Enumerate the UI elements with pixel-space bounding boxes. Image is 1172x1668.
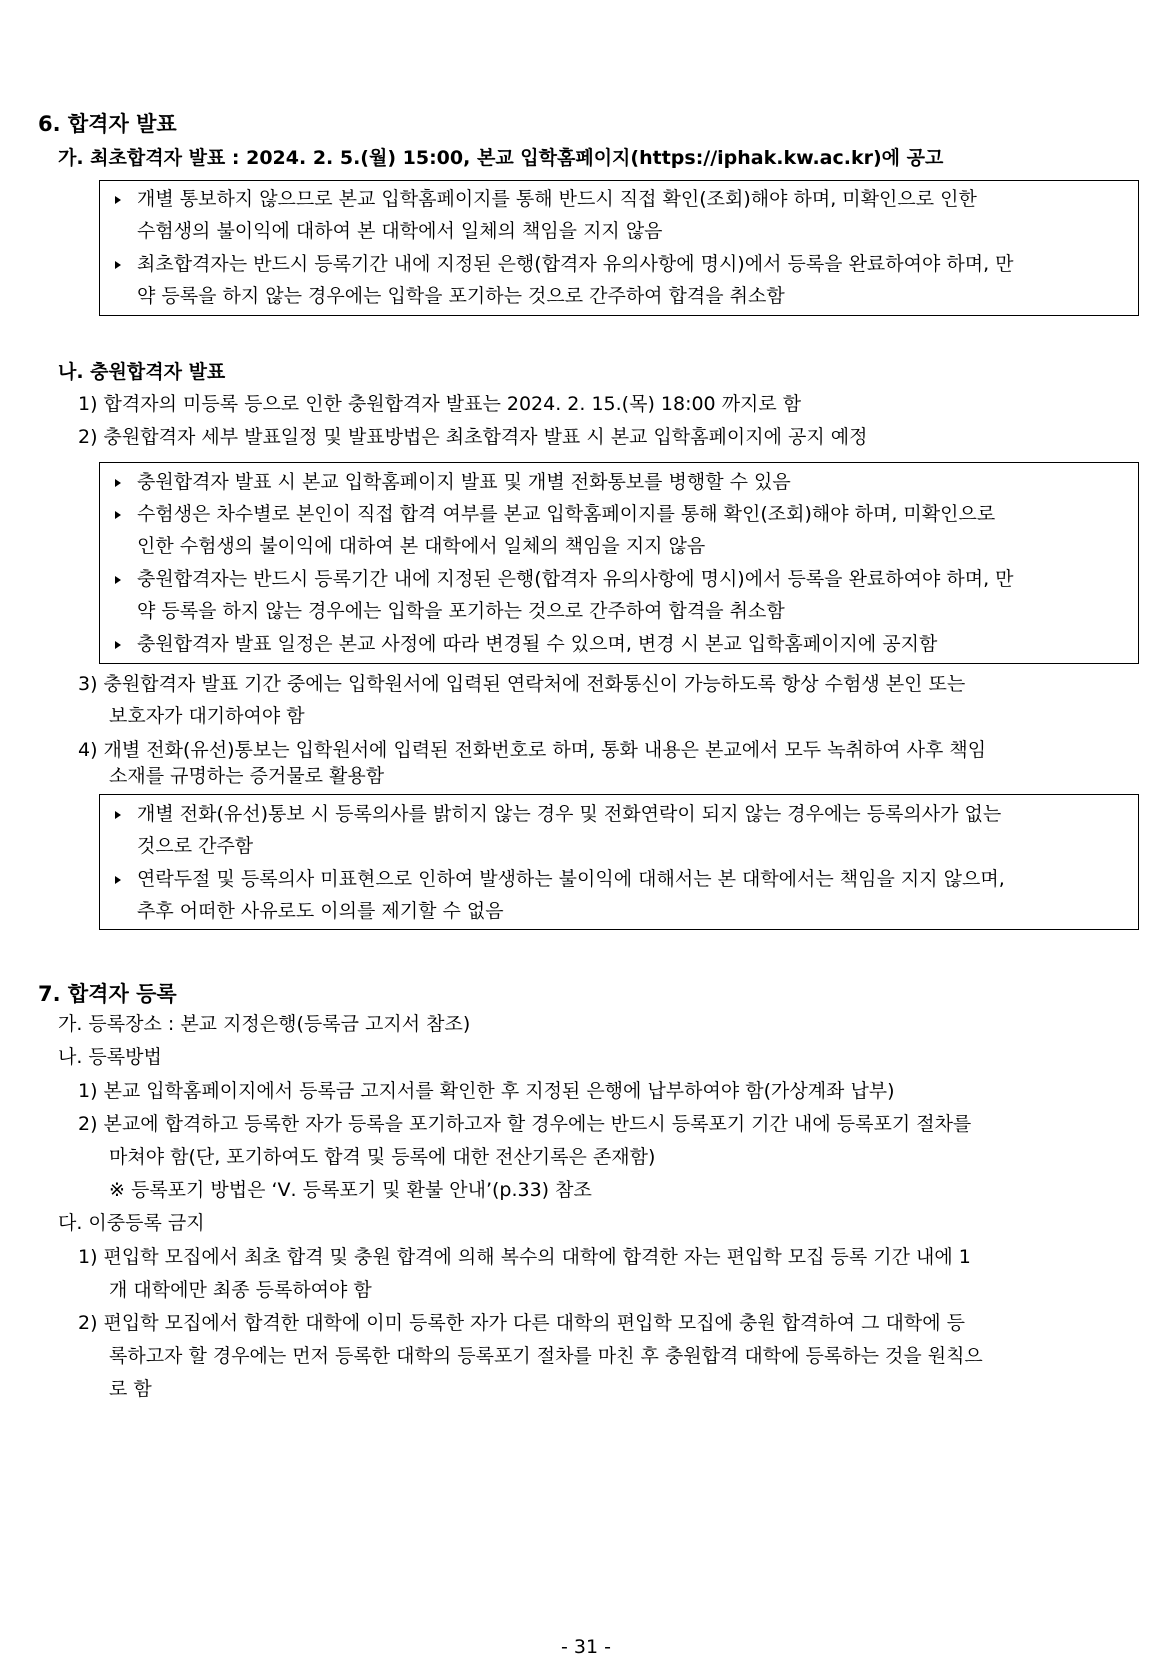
box3-line-4: 추후 어떠한 사유로도 이의를 제기할 수 없음 bbox=[137, 900, 504, 922]
s6-na-item-3b: 보호자가 대기하여야 함 bbox=[109, 705, 305, 727]
notice-box-1 bbox=[99, 180, 1139, 316]
bullet-triangle-icon bbox=[115, 196, 121, 204]
s6-na-item-1: 1) 합격자의 미등록 등으로 인한 충원합격자 발표는 2024. 2. 15.(목) 18:00 까지로 함 bbox=[78, 393, 802, 415]
notice-box-3 bbox=[99, 794, 1139, 930]
box3-line-1: 개별 전화(유선)통보 시 등록의사를 밝히지 않는 경우 및 전화연락이 되지 않는 경우에는 등록의사가 없는 bbox=[137, 803, 1002, 825]
bullet-triangle-icon bbox=[115, 479, 121, 487]
box2-line-2: 수험생은 차수별로 본인이 직접 합격 여부를 본교 입학홈페이지를 통해 확인(조회)해야 하며, 미확인으로 bbox=[137, 503, 996, 525]
bullet-triangle-icon bbox=[115, 641, 121, 649]
s7-da-item-2b: 록하고자 할 경우에는 먼저 등록한 대학의 등록포기 절차를 마친 후 충원합격 대학에 등록하는 것을 원칙으 bbox=[109, 1345, 983, 1367]
page-number: - 31 - bbox=[561, 1636, 611, 1658]
s6-na-item-2: 2) 충원합격자 세부 발표일정 및 발표방법은 최초합격자 발표 시 본교 입학홈페이지에 공지 예정 bbox=[78, 426, 868, 448]
s7-da: 다. 이중등록 금지 bbox=[58, 1212, 205, 1234]
box1-line-3: 최초합격자는 반드시 등록기간 내에 지정된 은행(합격자 유의사항에 명시)에서 등록을 완료하여야 하며, 만 bbox=[137, 253, 1014, 275]
box2-line-4: 충원합격자는 반드시 등록기간 내에 지정된 은행(합격자 유의사항에 명시)에서 등록을 완료하여야 하며, 만 bbox=[137, 568, 1014, 590]
bullet-triangle-icon bbox=[115, 876, 121, 884]
box1-line-4: 약 등록을 하지 않는 경우에는 입학을 포기하는 것으로 간주하여 합격을 취소함 bbox=[137, 285, 785, 307]
box2-line-1: 충원합격자 발표 시 본교 입학홈페이지 발표 및 개별 전화통보를 병행할 수 있음 bbox=[137, 471, 791, 493]
box3-line-2: 것으로 간주함 bbox=[137, 835, 254, 857]
s7-na-item-2a: 2) 본교에 합격하고 등록한 자가 등록을 포기하고자 할 경우에는 반드시 등록포기 기간 내에 등록포기 절차를 bbox=[78, 1113, 972, 1135]
box2-line-5: 약 등록을 하지 않는 경우에는 입학을 포기하는 것으로 간주하여 합격을 취소함 bbox=[137, 600, 785, 622]
s7-da-item-1b: 개 대학에만 최종 등록하여야 함 bbox=[109, 1279, 372, 1301]
bullet-triangle-icon bbox=[115, 511, 121, 519]
box1-line-2: 수험생의 불이익에 대하여 본 대학에서 일체의 책임을 지지 않음 bbox=[137, 220, 663, 242]
s7-na-item-2b: 마쳐야 함(단, 포기하여도 합격 및 등록에 대한 전산기록은 존재함) bbox=[109, 1146, 656, 1168]
s6-na-item-4b: 소재를 규명하는 증거물로 활용함 bbox=[109, 765, 385, 787]
bullet-triangle-icon bbox=[115, 576, 121, 584]
notice-box-2 bbox=[99, 462, 1139, 664]
s7-da-item-2c: 로 함 bbox=[109, 1378, 152, 1400]
s7-na-note: ※ 등록포기 방법은 ‘Ⅴ. 등록포기 및 환불 안내’(p.33) 참조 bbox=[109, 1179, 592, 1201]
section-7-heading: 7. 합격자 등록 bbox=[38, 982, 177, 1006]
s7-da-item-2a: 2) 편입학 모집에서 합격한 대학에 이미 등록한 자가 다른 대학의 편입학 모집에 충원 합격하여 그 대학에 등 bbox=[78, 1312, 966, 1334]
box3-line-3: 연락두절 및 등록의사 미표현으로 인하여 발생하는 불이익에 대해서는 본 대학에서는 책임을 지지 않으며, bbox=[137, 868, 1005, 890]
s7-ga: 가. 등록장소 : 본교 지정은행(등록금 고지서 참조) bbox=[58, 1013, 471, 1035]
s6-na-item-3a: 3) 충원합격자 발표 기간 중에는 입학원서에 입력된 연락처에 전화통신이 가능하도록 항상 수험생 본인 또는 bbox=[78, 673, 966, 695]
s6-na-item-4a: 4) 개별 전화(유선)통보는 입학원서에 입력된 전화번호로 하며, 통화 내용은 본교에서 모두 녹취하여 사후 책임 bbox=[78, 739, 987, 761]
bullet-triangle-icon bbox=[115, 811, 121, 819]
s6-na-heading: 나. 충원합격자 발표 bbox=[58, 361, 226, 383]
box2-line-6: 충원합격자 발표 일정은 본교 사정에 따라 변경될 수 있으며, 변경 시 본교 입학홈페이지에 공지함 bbox=[137, 633, 938, 655]
s6-ga-heading: 가. 최초합격자 발표 : 2024. 2. 5.(월) 15:00, 본교 입학홈페이지(https://iphak.kw.ac.kr)에 공고 bbox=[58, 147, 944, 169]
s7-da-item-1a: 1) 편입학 모집에서 최초 합격 및 충원 합격에 의해 복수의 대학에 합격한 자는 편입학 모집 등록 기간 내에 1 bbox=[78, 1246, 971, 1268]
s7-na: 나. 등록방법 bbox=[58, 1046, 162, 1068]
section-6-heading: 6. 합격자 발표 bbox=[38, 112, 177, 136]
s7-na-item-1: 1) 본교 입학홈페이지에서 등록금 고지서를 확인한 후 지정된 은행에 납부하여야 함(가상계좌 납부) bbox=[78, 1080, 895, 1102]
box1-line-1: 개별 통보하지 않으므로 본교 입학홈페이지를 통해 반드시 직접 확인(조회)해야 하며, 미확인으로 인한 bbox=[137, 188, 977, 210]
bullet-triangle-icon bbox=[115, 261, 121, 269]
box2-line-3: 인한 수험생의 불이익에 대하여 본 대학에서 일체의 책임을 지지 않음 bbox=[137, 535, 706, 557]
